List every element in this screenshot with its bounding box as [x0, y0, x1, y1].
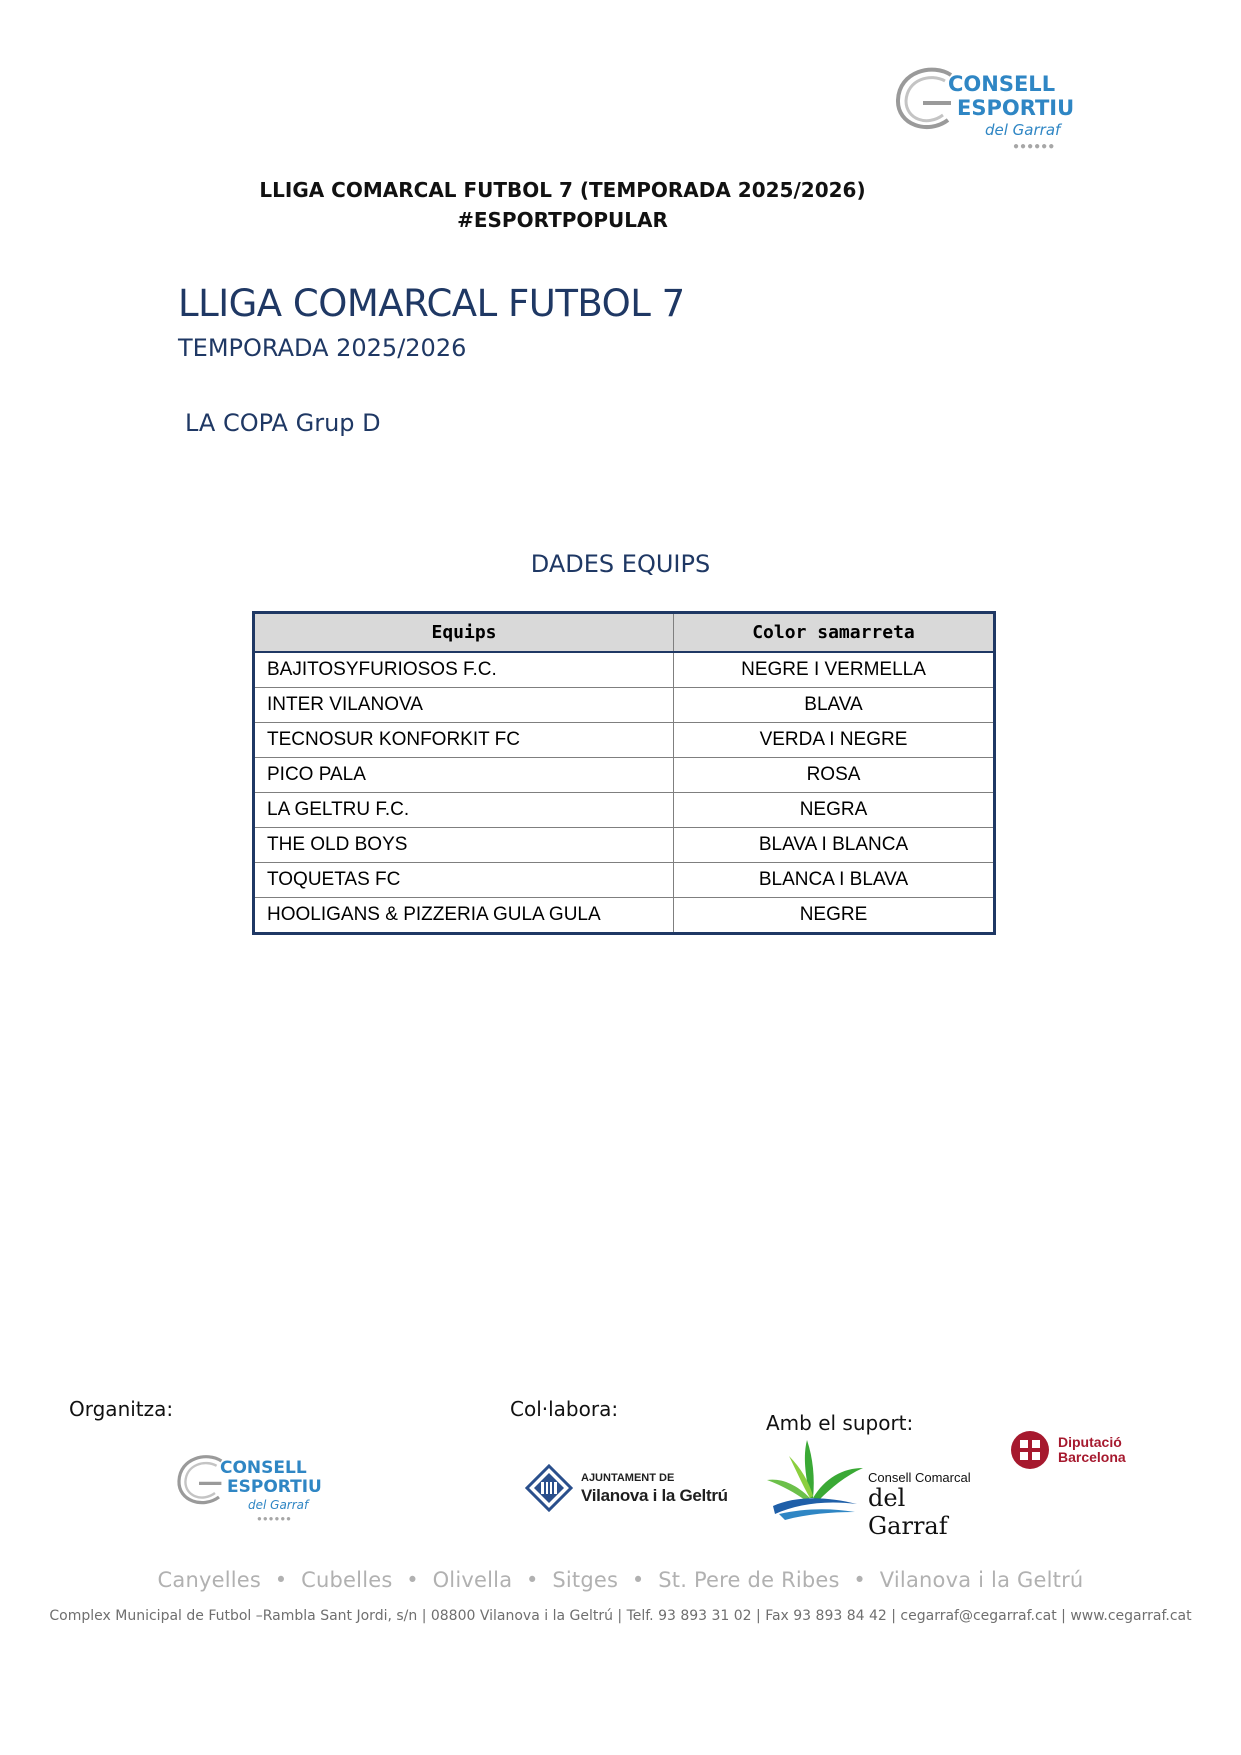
shirt-color: BLANCA I BLAVA [674, 863, 995, 898]
table-row [254, 898, 995, 934]
document-title-line1: LLIGA COMARCAL FUTBOL 7 (TEMPORADA 2025/2026) [259, 178, 866, 202]
table-row [254, 723, 995, 758]
ajuntament-logo [525, 1462, 735, 1514]
shirt-color: NEGRE [674, 898, 995, 934]
organitza-label: Organitza: [69, 1397, 174, 1421]
suport-label: Amb el suport: [766, 1411, 914, 1435]
consell-comarcal-text-line2: del Garraf [868, 1484, 948, 1540]
logo-dots: ●●●●●● [1013, 141, 1056, 152]
column-header-equips: Equips [254, 613, 674, 653]
team-name: PICO PALA [254, 758, 674, 793]
shirt-color: VERDA I NEGRE [674, 723, 995, 758]
logo-text-consell: CONSELL [220, 1458, 307, 1478]
logo-text-consell: CONSELL [948, 72, 1056, 96]
team-name: BAJITOSYFURIOSOS F.C. [254, 652, 674, 688]
teams-table [252, 611, 996, 935]
organizer-logo [175, 1450, 325, 1522]
consell-comarcal-logo [765, 1438, 985, 1540]
diputacio-text [1058, 1435, 1126, 1465]
shirt-color: BLAVA [674, 688, 995, 723]
logo-text-esportiu: ESPORTIU [227, 1477, 322, 1497]
diputacio-text-line1: Diputació [1058, 1434, 1122, 1450]
team-name: TECNOSUR KONFORKIT FC [254, 723, 674, 758]
collabora-label: Col·labora: [510, 1397, 619, 1421]
towns-list: Canyelles • Cubelles • Olivella • Sitges • St. Pere de Ribes • Vilanova i la Geltrú [157, 1568, 1084, 1592]
ajuntament-shield-icon [525, 1464, 573, 1512]
table-title: DADES EQUIPS [530, 550, 711, 578]
ajuntament-text-line1: AJUNTAMENT DE [581, 1472, 675, 1484]
document-title-line2: #ESPORTPOPULAR [457, 208, 668, 232]
group-heading: LA COPA Grup D [185, 409, 381, 437]
shirt-color: ROSA [674, 758, 995, 793]
consell-comarcal-leaves-icon [765, 1438, 865, 1520]
table-row [254, 688, 995, 723]
table-row [254, 793, 995, 828]
logo-text-esportiu: ESPORTIU [957, 96, 1075, 120]
table-row [254, 758, 995, 793]
page-heading: LLIGA COMARCAL FUTBOL 7 [178, 282, 685, 325]
address-line: Complex Municipal de Futbol –Rambla Sant Jordi, s/n | 08800 Vilanova i la Geltrú | Telf. 93 893 31 02 | Fax 93 893 84 42 | cegarraf@cegarraf.cat | www.cegarraf.cat [49, 1608, 1192, 1624]
logo-text-garraf: del Garraf [985, 121, 1061, 139]
diputacio-emblem-icon [1010, 1430, 1050, 1470]
consell-comarcal-text-line1: Consell Comarcal [868, 1470, 971, 1485]
document-title [0, 175, 1125, 235]
column-header-color: Color samarreta [674, 613, 995, 653]
shirt-color: BLAVA I BLANCA [674, 828, 995, 863]
logo-dots: ●●●●●● [257, 1514, 292, 1523]
ajuntament-text-line2: Vilanova i la Geltrú [581, 1486, 728, 1505]
team-name: INTER VILANOVA [254, 688, 674, 723]
diputacio-text-line2: Barcelona [1058, 1449, 1126, 1465]
diputacio-logo [1010, 1428, 1140, 1472]
logo-text-garraf: del Garraf [248, 1498, 309, 1512]
team-name: HOOLIGANS & PIZZERIA GULA GULA [254, 898, 674, 934]
table-row [254, 863, 995, 898]
shirt-color: NEGRE I VERMELLA [674, 652, 995, 688]
team-name: LA GELTRU F.C. [254, 793, 674, 828]
consell-esportiu-logo [893, 62, 1073, 152]
table-row [254, 828, 995, 863]
table-row [254, 652, 995, 688]
team-name: THE OLD BOYS [254, 828, 674, 863]
page-subheading: TEMPORADA 2025/2026 [178, 334, 467, 362]
table-header-row [254, 613, 995, 653]
team-name: TOQUETAS FC [254, 863, 674, 898]
shirt-color: NEGRA [674, 793, 995, 828]
